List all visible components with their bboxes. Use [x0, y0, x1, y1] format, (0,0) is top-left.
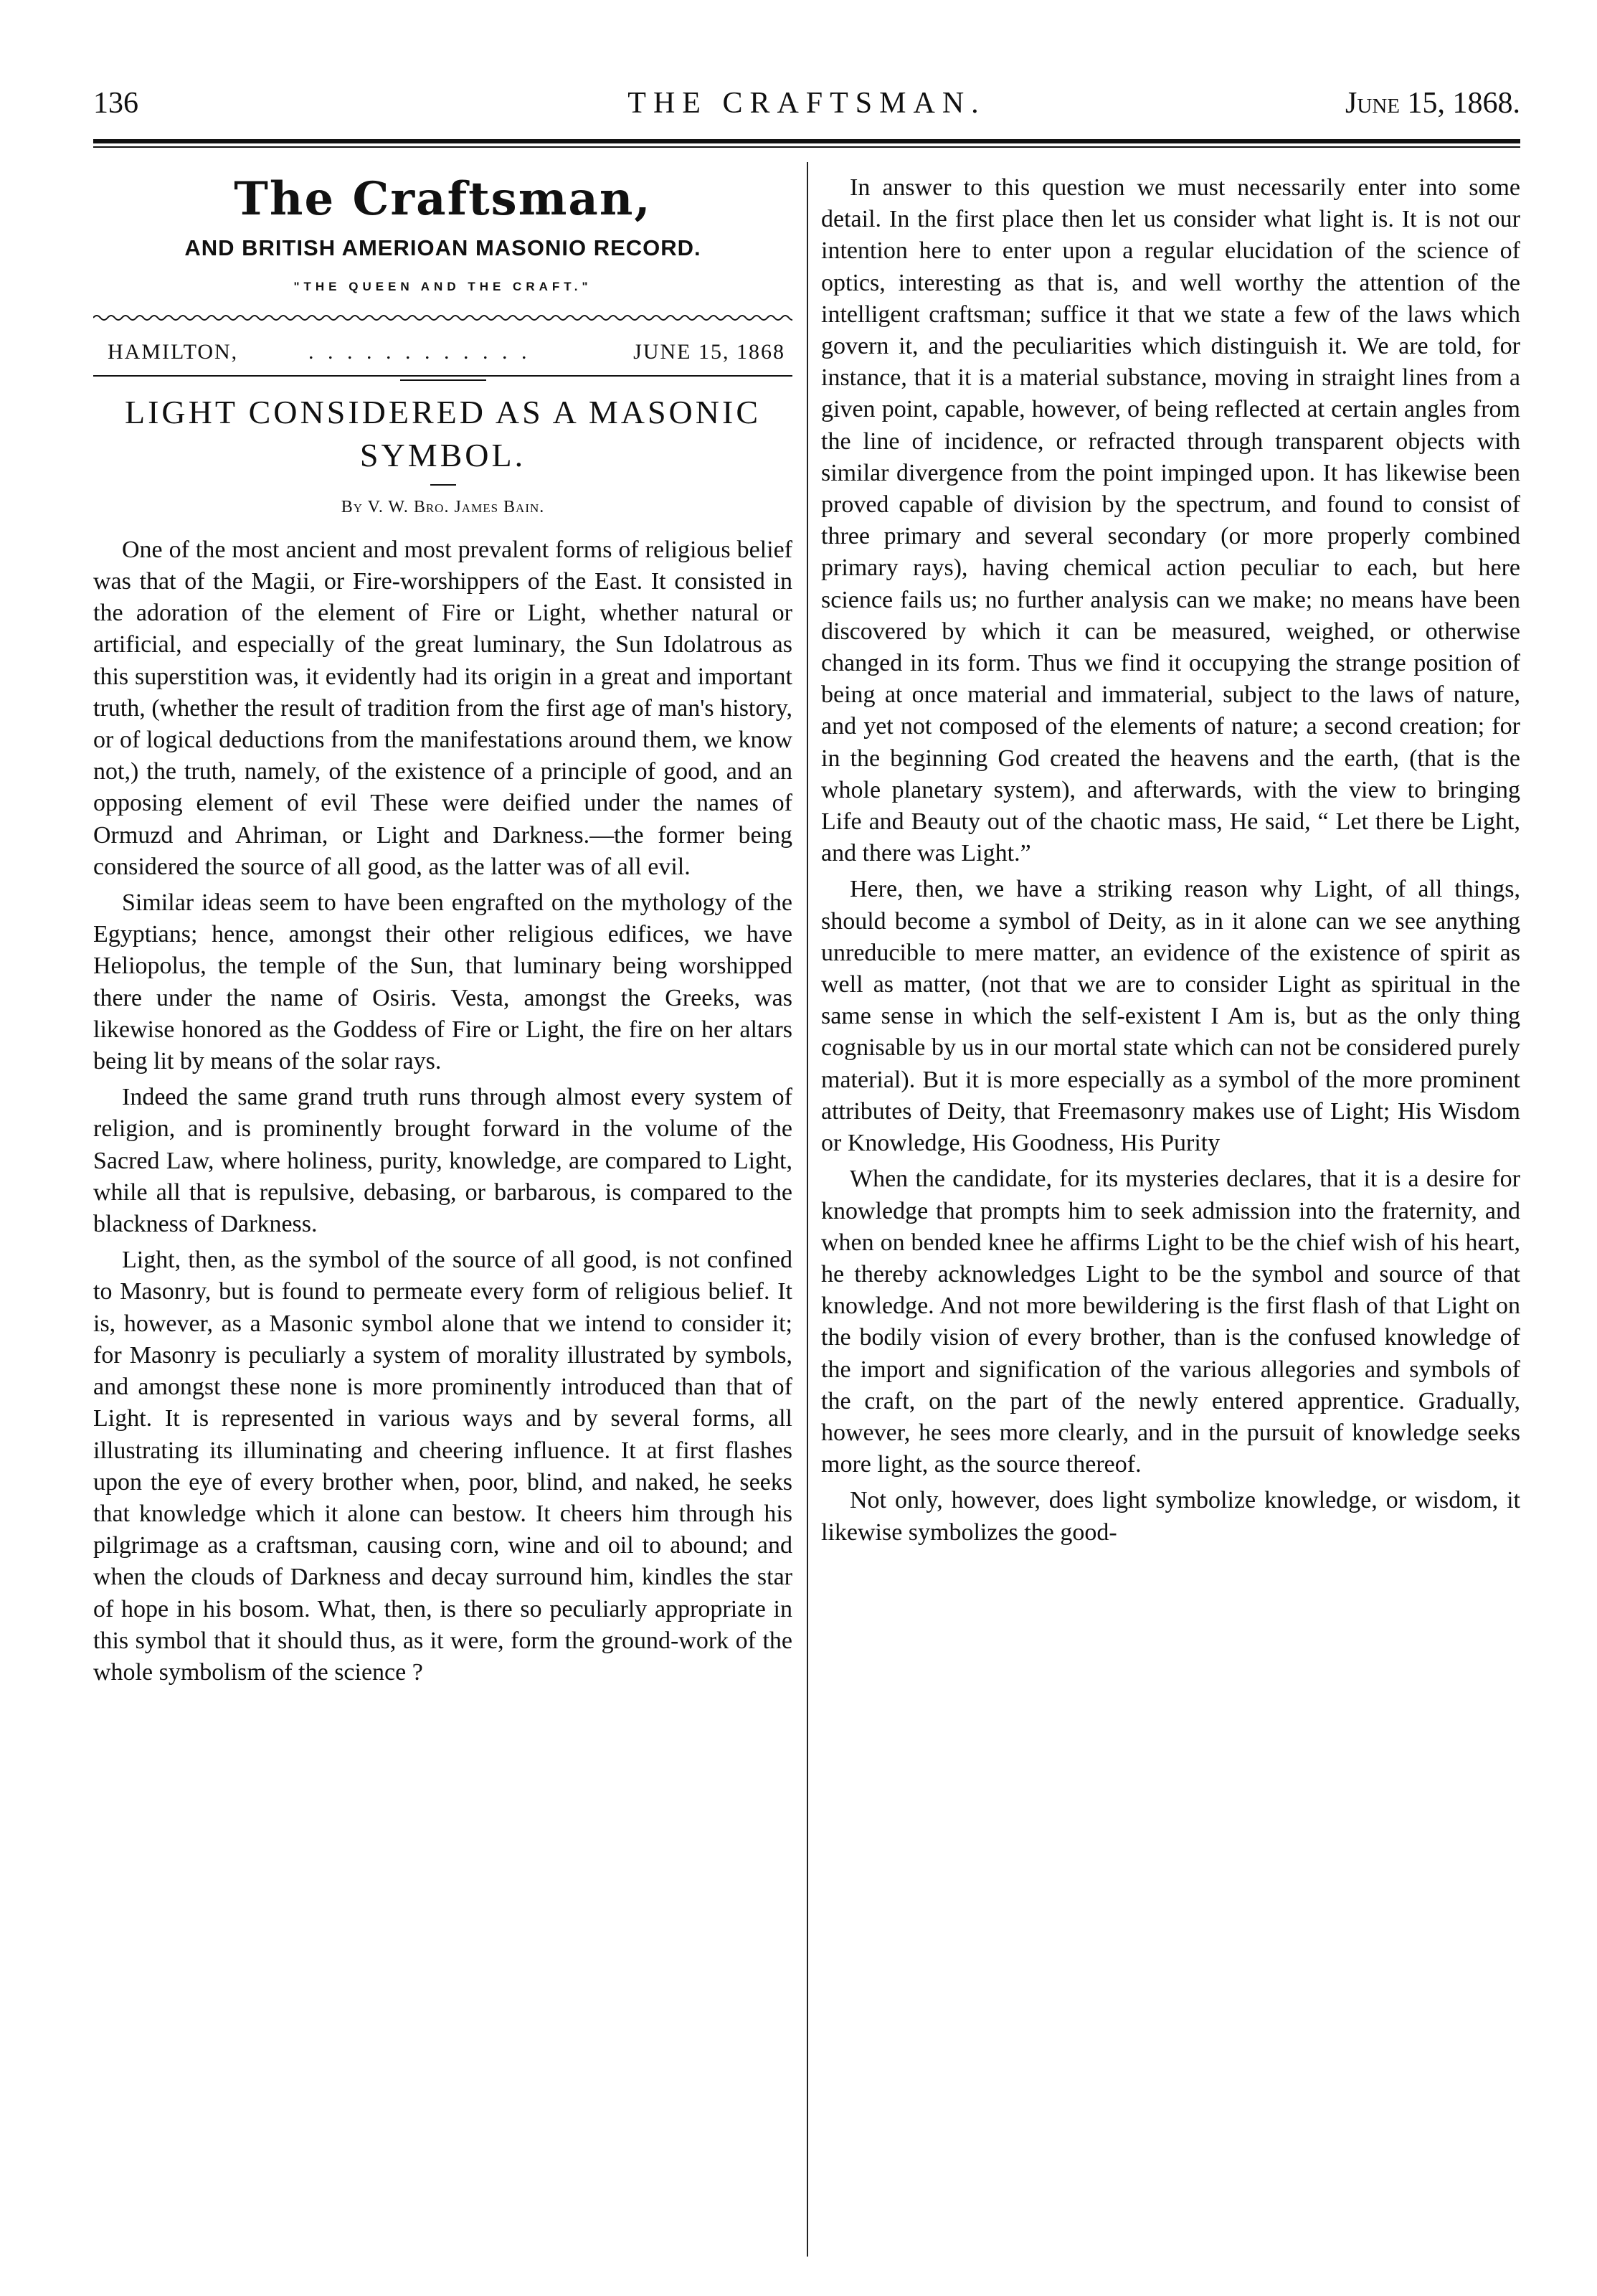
- left-paragraph-1: One of the most ancient and most prevalent forms of religious belief was that of the Magii, or Fire-worshippers of the East. It consisted in the adoration of the element of Fire or Light, whether natural or artificial, and especially of the great luminary, the Sun Idolatrous as this superstition was, it evidently had its origin in a great and important truth, (whether the result of tradition from the first age of man's history, or of logical deductions from the manifestations around them, we know not,) the truth, namely, of the existence of a principle of good, and an opposing element of evil These were deified under the names of Ormuzd and Ahriman, or Light and Darkness.—the former being considered the source of all good, as the latter was of all evil.: [93, 536, 792, 880]
- dateline-place: HAMILTON,: [108, 339, 239, 364]
- masthead-motto: "THE QUEEN AND THE CRAFT.": [293, 280, 592, 294]
- dateline-dots: . . . . . . . . . . . .: [308, 339, 531, 364]
- page-number: 136: [93, 87, 138, 120]
- masthead: [93, 172, 792, 368]
- right-paragraph-2: Here, then, we have a striking reason why Light, of all things, should become a symbol of Deity, as in it alone can we see anything unreducible to mere matter, an evidence of the existence of spirit as well as matter, (not that we are to consider Light as spiritual in the same sense in which the self-existent I Am is, but as the only thing cognisable by us in our mortal state which can not be considered purely material). But it is more especially as a symbol of the more prominent attributes of Deity, that Freemasonry makes use of Light; His Wisdom or Knowledge, His Goodness, His Purity: [821, 876, 1520, 1157]
- masthead-separator: [93, 375, 792, 377]
- journal-title: THE CRAFTSMAN.: [627, 87, 986, 120]
- right-paragraph-4: Not only, however, does light symbolize knowledge, or wisdom, it likewise symbolizes the good-: [821, 1487, 1520, 1546]
- masthead-separator-short: [400, 379, 486, 381]
- masthead-subtitle: AND BRITISH AMERIOAN MASONIO RECORD.: [184, 235, 701, 260]
- masthead-title: The Craftsman,: [234, 172, 652, 226]
- issue-date: June 15, 1868.: [1345, 87, 1520, 120]
- dateline: [93, 336, 792, 368]
- dateline-date: JUNE 15, 1868: [633, 339, 785, 364]
- article-byline: By V. W. Bro. James Bain.: [341, 497, 545, 516]
- column-divider: [807, 162, 808, 2257]
- article-columns: [93, 148, 1520, 2271]
- right-paragraph-1: In answer to this question we must necessarily enter into some detail. In the first place then let us consider what light is. It is not our intention here to enter upon a regular elucidation of the science of optics, interesting as that is, and well worthy the attention of the intelligent craftsman; suffice it that we state a few of the laws which govern it, and the peculiarities which distinguish it. We are told, for instance, that it is a material substance, moving in straight lines from a given point, capable, however, of being reflected at certain angles from the line of incidence, or refracted through transparent objects with similar divergence from the point impinged upon. It has likewise been proved capable of division by the spectrum, and found to consist of three primary and several secondary (or more properly combined primary rays), having chemical action peculiar to each, but here science fails us; no further analysis can we make; no means have been discovered by which it can be measured, weighed, or otherwise changed in its form. Thus we find it occupying the strange position of being at once material and immaterial, subject to the laws of nature, and yet not composed of the elements of nature; a second creation; for in the beginning God created the heavens and the earth, (that is the whole planetary system), and afterwards, with the view to bringing Life and Beauty out of the chaotic mass, He said, “ Let there be Light, and there was Light.”: [821, 174, 1520, 867]
- right-paragraph-3: When the candidate, for its mysteries declares, that it is a desire for knowledge that prompts him to seek admission into the fraternity, and when on bended knee he affirms Light to be the chief wish of his heart, he thereby acknowledges Light to be the symbol and source of that knowledge. And not more bewildering is the first flash of that Light on the bodily vision of every brother, than is the confused knowledge of the import and signification of the various allegories and symbols of the craft, on the part of the newly entered apprentice. Gradually, however, he sees more clearly, and in the pursuit of knowledge seeks more light, as the source thereof.: [821, 1166, 1520, 1478]
- title-dash: [430, 484, 456, 486]
- left-paragraph-3: Indeed the same grand truth runs through almost every system of religion, and is prominently brought forward in the volume of the Sacred Law, where holiness, purity, knowledge, are compared to Light, while all that is repulsive, debasing, or barbarous, is compared to the blackness of Darkness.: [93, 1084, 792, 1238]
- left-column: [93, 172, 792, 1693]
- header-rule-thick: [93, 139, 1520, 143]
- running-header: [93, 86, 1520, 129]
- right-column: [821, 172, 1520, 1553]
- wavy-rule: [93, 313, 792, 323]
- left-paragraph-2: Similar ideas seem to have been engrafted on the mythology of the Egyptians; hence, amongst their other religious edifices, we have Heliopolus, the temple of the Sun, that luminary being worshipped there under the name of Osiris. Vesta, amongst the Greeks, was likewise honored as the Goddess of Fire or Light, the fire on her altars being lit by means of the solar rays.: [93, 889, 792, 1075]
- article-title: LIGHT CONSIDERED AS A MASONIC SYMBOL.: [124, 393, 762, 473]
- left-paragraph-4: Light, then, as the symbol of the source of all good, is not confined to Masonry, but is found to permeate every form of religious belief. It is, however, as a Masonic symbol alone that we intend to consider it; for Masonry is peculiarly a system of morality illustrated by symbols, and amongst these none is more prominently introduced than that of Light. It is represented in various ways and by several forms, all illustrating its illuminating and cheering influence. It at first flashes upon the eye of every brother when, poor, blind, and naked, he seeks that knowledge which it alone can bestow. It cheers him through his pilgrimage as a craftsman, causing corn, wine and oil to abound; and when the clouds of Darkness and decay surround him, kindles the star of hope in his bosom. What, then, is there so peculiarly appropriate in this symbol that it should thus, as it were, form the ground-work of the whole symbolism of the science ?: [93, 1247, 792, 1686]
- newspaper-page: [93, 86, 1520, 2271]
